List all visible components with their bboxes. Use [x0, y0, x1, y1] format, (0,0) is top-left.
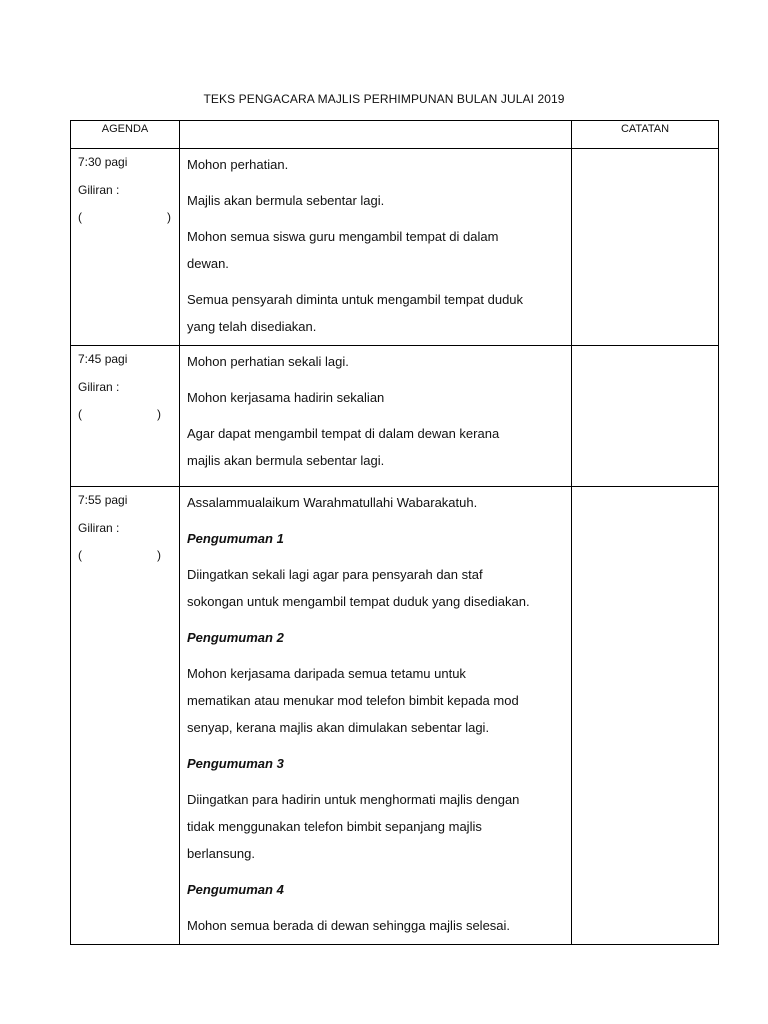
announcement-heading: Pengumuman 1: [187, 531, 284, 546]
table-row: [71, 149, 719, 346]
agenda-giliran: Giliran :: [78, 182, 120, 197]
agenda-giliran: Giliran :: [78, 520, 120, 535]
agenda-table: [70, 120, 719, 945]
agenda-cell: [71, 487, 180, 945]
content-line: Mohon semua siswa guru mengambil tempat di dalam: [187, 229, 499, 244]
agenda-name-blank: ( ): [78, 210, 171, 224]
catatan-cell: [572, 149, 719, 346]
agenda-time: 7:55 pagi: [78, 493, 128, 507]
content-line: Majlis akan bermula sebentar lagi.: [187, 193, 385, 208]
agenda-time: 7:45 pagi: [78, 352, 128, 366]
document-title: TEKS PENGACARA MAJLIS PERHIMPUNAN BULAN JULAI 2019: [203, 92, 565, 106]
content-line: senyap, kerana majlis akan dimulakan sebentar lagi.: [187, 720, 490, 735]
agenda-cell: [71, 346, 180, 487]
table-header-row: [71, 121, 719, 149]
table-row: [71, 346, 719, 487]
content-line: Mohon perhatian sekali lagi.: [187, 354, 349, 369]
content-line: Agar dapat mengambil tempat di dalam dewan kerana: [187, 426, 500, 441]
content-line: Diingatkan para hadirin untuk menghormati majlis dengan: [187, 792, 520, 807]
content-line: Mohon semua berada di dewan sehingga majlis selesai.: [187, 918, 511, 933]
content-line: dewan.: [187, 256, 229, 271]
announcement-heading: Pengumuman 2: [187, 630, 284, 645]
content-cell: [180, 149, 572, 346]
table-row: [71, 487, 719, 945]
content-line: majlis akan bermula sebentar lagi.: [187, 453, 385, 468]
content-line: Mohon kerjasama hadirin sekalian: [187, 390, 385, 405]
content-line: Assalammualaikum Warahmatullahi Wabarakatuh.: [187, 495, 478, 510]
content-cell: [180, 487, 572, 945]
header-agenda: AGENDA: [71, 121, 180, 149]
catatan-cell: [572, 487, 719, 945]
content-line: Diingatkan sekali lagi agar para pensyarah dan staf: [187, 567, 483, 582]
announcement-heading: Pengumuman 3: [187, 756, 284, 771]
content-line: Mohon kerjasama daripada semua tetamu untuk: [187, 666, 466, 681]
announcement-heading: Pengumuman 4: [187, 882, 284, 897]
agenda-name-blank: ( ): [78, 548, 161, 562]
content-line: sokongan untuk mengambil tempat duduk yang disediakan.: [187, 594, 530, 609]
agenda-cell: [71, 149, 180, 346]
content-cell: [180, 346, 572, 487]
header-content: [180, 121, 572, 149]
content-line: mematikan atau menukar mod telefon bimbit kepada mod: [187, 693, 519, 708]
content-line: yang telah disediakan.: [187, 319, 317, 334]
content-line: Semua pensyarah diminta untuk mengambil tempat duduk: [187, 292, 524, 307]
content-line: berlansung.: [187, 846, 255, 861]
agenda-time: 7:30 pagi: [78, 155, 128, 169]
content-line: Mohon perhatian.: [187, 157, 289, 172]
content-line: tidak menggunakan telefon bimbit sepanjang majlis: [187, 819, 482, 834]
agenda-name-blank: ( ): [78, 407, 161, 421]
catatan-cell: [572, 346, 719, 487]
agenda-giliran: Giliran :: [78, 379, 120, 394]
header-catatan: CATATAN: [572, 121, 719, 149]
